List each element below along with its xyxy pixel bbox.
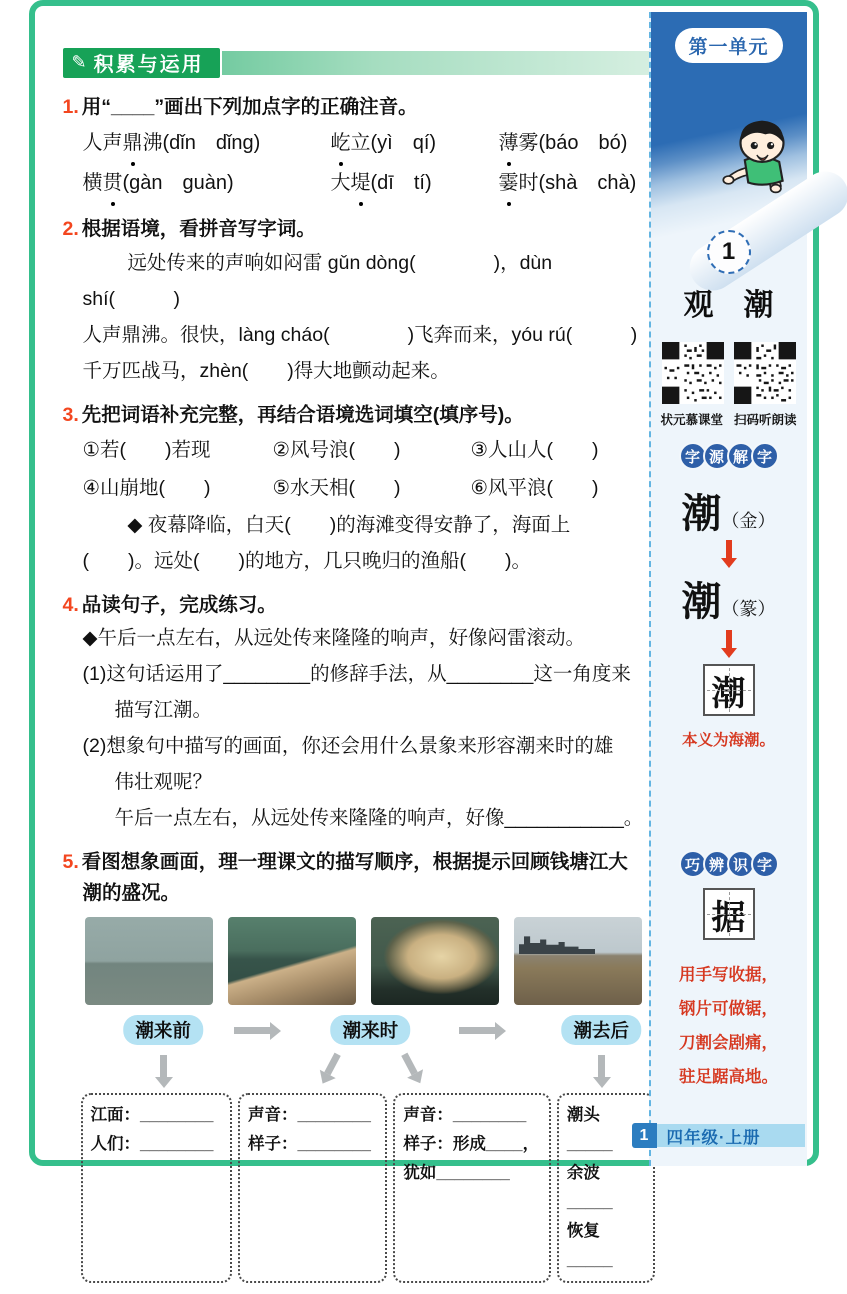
question-2-number: 2. <box>62 218 79 240</box>
q4-sub2-line: (2)想象句中描写的画面，你还会用什么景象来形容潮来时的雄 <box>82 735 614 757</box>
question-4-number: 4. <box>62 594 79 616</box>
etymology-note: 本义为海潮。 <box>681 732 775 749</box>
q4-sub2-line: 午后一点左右，从远处传来隆隆的响声，好像___________。 <box>114 807 644 829</box>
down-arrow-icon <box>401 1053 418 1076</box>
stage-label-before: 潮来前 <box>123 1015 203 1045</box>
pencil-icon: ✎ <box>71 52 87 72</box>
etymology-stage-seal: 潮（篆） <box>681 578 776 625</box>
q1-item: 横贯(gàn guàn) <box>83 163 331 203</box>
unit-badge: 第一单元 <box>674 28 782 63</box>
photo-tide-before <box>85 917 213 1005</box>
down-arrow-red-icon <box>726 630 732 648</box>
photo-tide-after <box>514 917 642 1005</box>
lesson-number-badge: 1 <box>707 230 751 274</box>
section-title: 积累与运用 <box>93 54 204 76</box>
question-2-stem: 根据语境，看拼音写字词。 <box>81 218 316 240</box>
etymology-section-title: 字 源 解 字 <box>651 442 807 470</box>
question-1-items <box>63 123 655 203</box>
sidebar <box>649 12 807 1166</box>
workbook-page <box>29 0 819 1269</box>
question-3-stem: 先把词语补充完整，再结合语境选词填空(填序号)。 <box>81 404 524 426</box>
edition-label: 四年级·上册 <box>657 1124 805 1147</box>
q4-quote: ◆午后一点左右，从远处传来隆隆的响声，好像闷雷滚动。 <box>82 628 585 649</box>
discrimination-rhyme: 用手写收据， 钢片可做锯， 刀割会剧痛， 驻足踞高地。 <box>679 965 778 1086</box>
section-banner-tail <box>222 51 655 75</box>
lesson-title: 观 潮 <box>683 289 774 322</box>
question-5-stem-2: 潮的盛况。 <box>82 882 181 904</box>
q1-item: 大堤(dī tí) <box>331 163 499 203</box>
question-3-options <box>63 431 655 507</box>
q2-line: 远处传来的声响如闷雷 gǔn dòng( )，dùn shí( ) <box>82 252 553 310</box>
qr-label-mooc: 状元慕课堂 <box>660 413 723 427</box>
q2-line: 千万匹战马，zhèn( )得大地颤动起来。 <box>82 360 450 382</box>
discrimination-section-title: 巧 辨 识 字 <box>651 850 807 878</box>
question-1 <box>63 92 655 203</box>
q3-option: ①若( )若现 <box>82 439 211 461</box>
q3-option: ②风号浪( ) <box>272 439 401 461</box>
section-banner <box>63 48 655 78</box>
q3-option: ⑥风平浪( ) <box>470 477 599 499</box>
down-arrow-icon <box>598 1055 605 1077</box>
stage-down-arrows <box>63 1051 655 1093</box>
right-arrow-icon <box>459 1027 495 1034</box>
hanzi-box-ju: 据 <box>703 888 755 940</box>
q3-option: ④山崩地( ) <box>82 477 211 499</box>
question-5-stem: 看图想象画面，理一理课文的描写顺序，根据提示回顾钱塘江大 <box>81 851 628 873</box>
city-skyline-silhouette <box>519 936 596 954</box>
question-3-number: 3. <box>62 404 79 426</box>
summary-box-during-1: 声音：________ 样子：________ <box>238 1093 387 1283</box>
qr-label-audio: 扫码听朗读 <box>734 413 797 427</box>
q3-option: ③人山人( ) <box>470 439 599 461</box>
summary-boxes <box>63 1093 655 1283</box>
photo-tide-wave <box>371 917 499 1005</box>
down-arrow-icon <box>324 1053 341 1076</box>
q3-sentence: ( )。远处( )的地方，几只晚归的渔船( )。 <box>82 550 531 572</box>
q4-sub1-line: (1)这句话运用了________的修辞手法，从________这一角度来 <box>82 663 631 685</box>
question-3 <box>63 400 655 579</box>
question-4-stem: 品读句子，完成练习。 <box>81 594 277 616</box>
tide-photos <box>63 917 655 1005</box>
question-5 <box>63 847 655 1283</box>
q1-item: 霎时(shà chà) <box>499 163 655 203</box>
question-4 <box>63 590 655 836</box>
tide-stage-labels <box>63 1015 655 1051</box>
summary-box-during-2: 声音：________ 样子：形成____， 犹如________ <box>393 1093 550 1283</box>
right-arrow-icon <box>234 1027 270 1034</box>
cartoon-boy-illustration <box>719 112 805 198</box>
page-footer <box>632 1123 805 1148</box>
down-arrow-red-icon <box>726 540 732 558</box>
question-1-stem: 用“____”画出下列加点字的正确注音。 <box>81 96 418 118</box>
q4-sub1-line: 描写江潮。 <box>114 699 213 721</box>
q1-item: 人声鼎沸(dǐn dǐng) <box>83 123 331 163</box>
main-column <box>63 48 655 1294</box>
question-2 <box>63 214 655 389</box>
hanzi-box-chao: 潮 <box>703 664 755 716</box>
section-banner-label <box>63 48 220 78</box>
page-number: 1 <box>632 1123 657 1148</box>
qr-code-mooc <box>662 342 724 404</box>
summary-box-after: 潮头_____ 余波_____ 恢复_____ <box>557 1093 655 1283</box>
q1-item: 屹立(yì qí) <box>331 123 499 163</box>
q3-sentence: ◆ 夜幕降临，白天( )的海滩变得安静了，海面上 <box>127 514 571 536</box>
question-5-number: 5. <box>62 851 79 873</box>
photo-tide-approaching <box>228 917 356 1005</box>
q1-item: 薄雾(báo bó) <box>499 123 655 163</box>
qr-code-audio <box>734 342 796 404</box>
summary-box-before: 江面：________ 人们：________ <box>81 1093 232 1283</box>
etymology-stage-bronze: 潮（金） <box>681 490 776 537</box>
down-arrow-icon <box>160 1055 167 1077</box>
stage-label-during: 潮来时 <box>331 1015 411 1045</box>
stage-label-after: 潮去后 <box>561 1015 641 1045</box>
q4-sub2-line: 伟壮观呢？ <box>114 771 213 793</box>
question-1-number: 1. <box>62 96 79 118</box>
q2-line: 人声鼎沸。很快，làng cháo( )飞奔而来，yóu rú( ) <box>82 324 638 346</box>
q3-option: ⑤水天相( ) <box>272 477 401 499</box>
